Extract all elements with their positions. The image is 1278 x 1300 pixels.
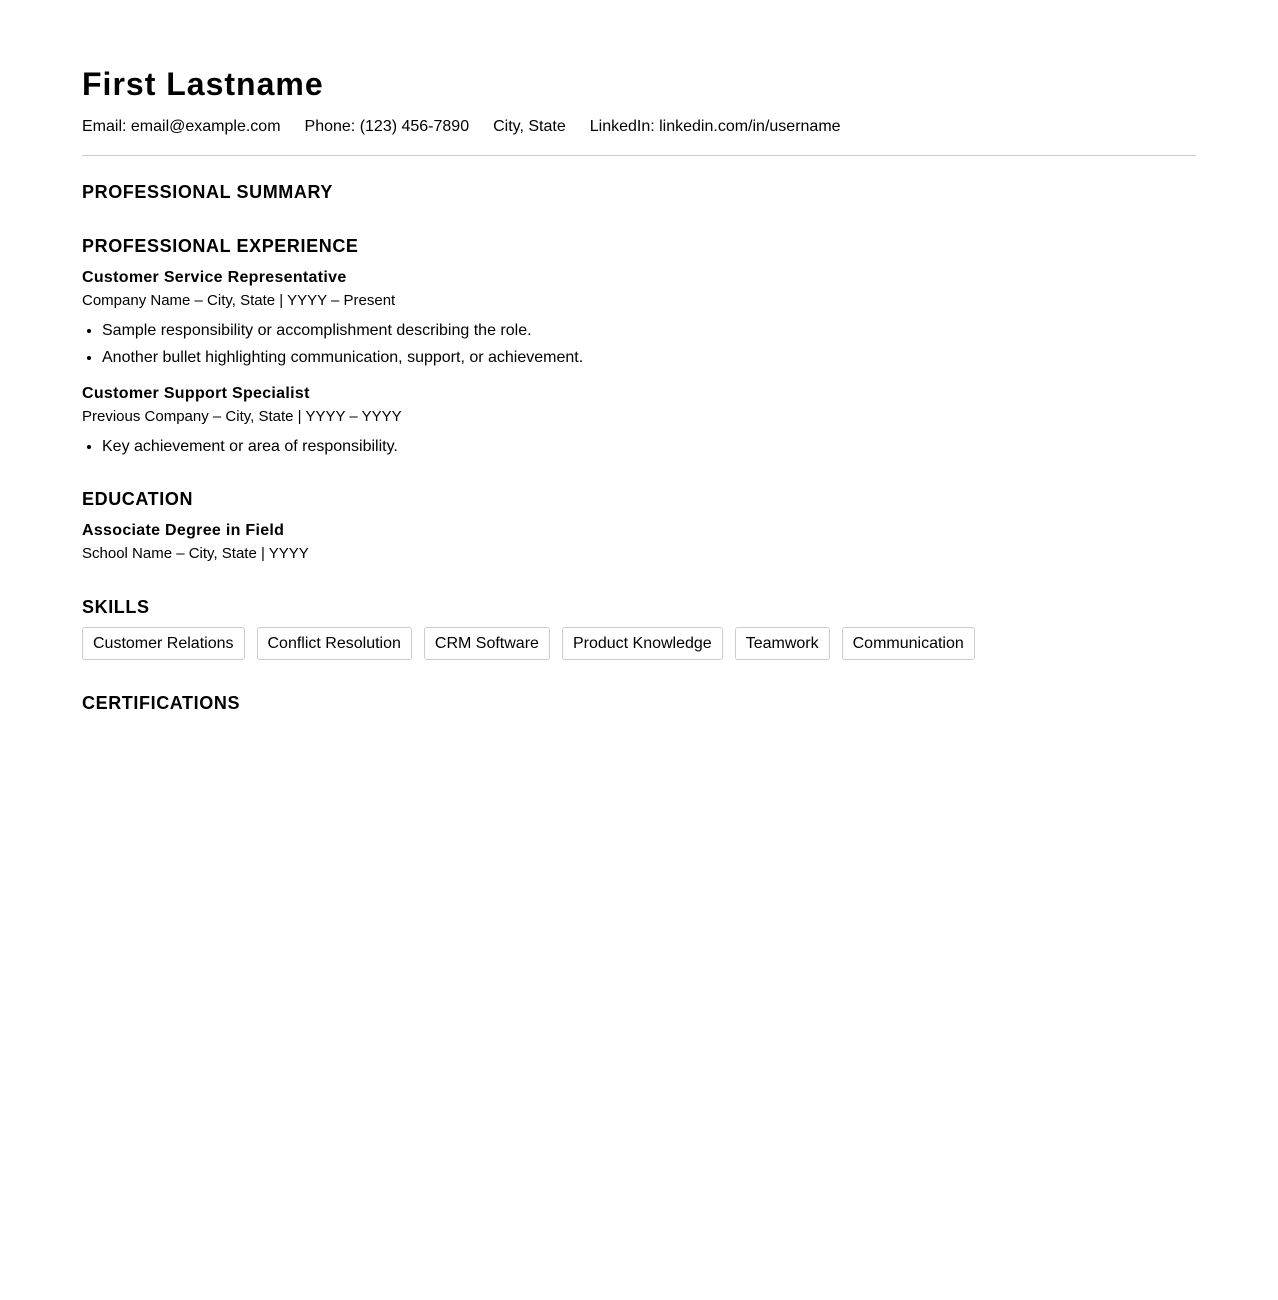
job-title: Customer Service Representative xyxy=(82,269,347,286)
education-meta: School Name – City, State | YYYY xyxy=(82,545,309,562)
job-entry xyxy=(82,384,1196,460)
job-bullets xyxy=(82,317,1196,371)
job-bullets xyxy=(82,433,1196,460)
skill-tag: CRM Software xyxy=(424,627,550,660)
section-heading-experience: PROFESSIONAL EXPERIENCE xyxy=(82,236,359,256)
education-entry xyxy=(82,521,1196,564)
skill-tag: Conflict Resolution xyxy=(257,627,412,660)
job-bullet: • Sample responsibility or accomplishment describing the role. xyxy=(102,317,1196,344)
job-bullet: • Key achievement or area of responsibility. xyxy=(102,433,1196,460)
skill-tag: Teamwork xyxy=(735,627,830,660)
job-entry xyxy=(82,268,1196,371)
section-heading-summary: PROFESSIONAL SUMMARY xyxy=(82,182,334,202)
contact-info xyxy=(82,116,1196,138)
skills-list xyxy=(82,627,1196,660)
contact-email: Email: email@example.com xyxy=(82,118,281,135)
job-title: Customer Support Specialist xyxy=(82,385,310,402)
header-divider xyxy=(82,155,1196,156)
job-bullet: • Another bullet highlighting communication, support, or achievement. xyxy=(102,344,1196,371)
contact-location: City, State xyxy=(493,118,566,135)
candidate-name: First Lastname xyxy=(82,66,324,102)
skill-tag: Product Knowledge xyxy=(562,627,723,660)
skill-tag: Customer Relations xyxy=(82,627,245,660)
job-meta: Previous Company – City, State | YYYY – YYYY xyxy=(82,408,402,425)
section-heading-certifications: CERTIFICATIONS xyxy=(82,693,241,713)
job-meta: Company Name – City, State | YYYY – Present xyxy=(82,292,396,309)
contact-linkedin: LinkedIn: linkedin.com/in/username xyxy=(589,118,841,135)
section-heading-skills: SKILLS xyxy=(82,597,150,617)
skill-tag: Communication xyxy=(842,627,975,660)
degree-title: Associate Degree in Field xyxy=(82,522,285,539)
contact-phone: Phone: (123) 456-7890 xyxy=(304,118,470,135)
section-heading-education: EDUCATION xyxy=(82,489,194,509)
